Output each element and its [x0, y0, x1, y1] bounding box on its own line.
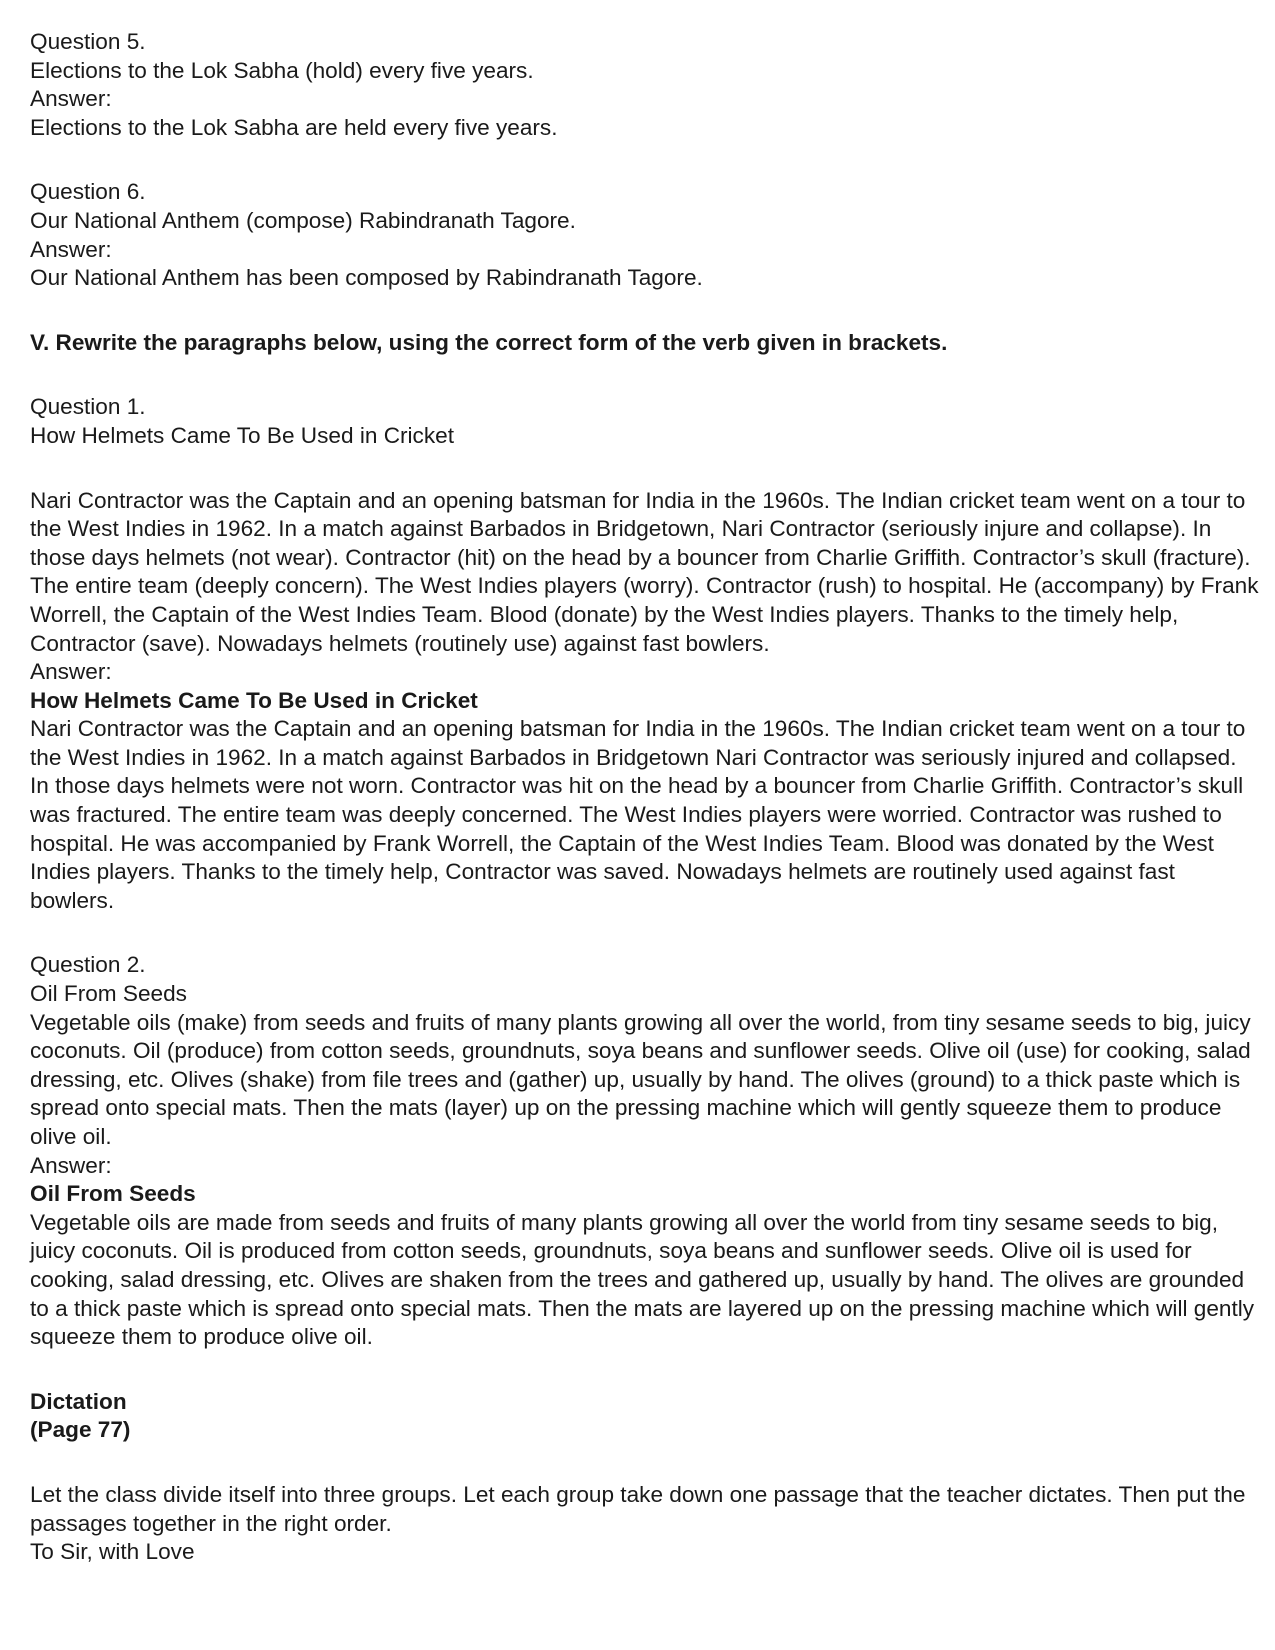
answer-label: Answer: — [30, 1152, 112, 1178]
question-paragraph: Vegetable oils (make) from seeds and fruits of many plants growing all over the world, from tiny sesame seeds to big, juicy coconuts. Oil (produce) from cotton seeds, groundnuts, soya beans and sunflower seeds. Olive oil (use) for cooking, salad dressing, etc. Olives (shake) from file trees and (gather) up, usually by hand. The olives (ground) to a thick paste which is spread onto special mats. Then the mats (layer) up on the pressing machine which will gently squeeze them to produce olive oil. — [30, 1009, 1251, 1149]
spacer — [30, 293, 1245, 329]
spacer — [30, 1352, 1245, 1388]
spacer — [30, 357, 1245, 393]
answer-title: Oil From Seeds — [30, 1181, 196, 1207]
spacer — [30, 142, 1245, 178]
question-label: Question 6. — [30, 179, 146, 205]
answer-label: Answer: — [30, 86, 112, 112]
answer-label: Answer: — [30, 236, 112, 262]
question-paragraph: Nari Contractor was the Captain and an opening batsman for India in the 1960s. The Indian cricket team went on a tour to the West Indies in 1962. In a match against Barbados in Bridgetown, Nari Contractor (seriously injure and collapse). In those days helmets (not wear). Contractor (hit) on the head by a bouncer from Charlie Griffith. Contractor’s skull (fracture). The entire team (deeply concern). The West Indies players (worry). Contractor (rush) to hospital. He (accompany) by Frank Worrell, the Captain of the West Indies Team. Blood (donate) by the West Indies players. Thanks to the timely help, Contractor (save). Nowadays helmets (routinely use) against fast bowlers. — [30, 487, 1259, 656]
question-text: Our National Anthem (compose) Rabindranath Tagore. — [30, 207, 576, 233]
spacer — [30, 915, 1245, 951]
question-title: How Helmets Came To Be Used in Cricket — [30, 422, 454, 448]
answer-paragraph: Nari Contractor was the Captain and an opening batsman for India in the 1960s. The Indian cricket team went on a tour to the West Indies in 1962. In a match against Barbados in Bridgetown Nari Contractor was seriously injured and collapsed. In those days helmets were not worn. Contractor was hit on the head by a bouncer from Charlie Griffith. Contractor’s skull was fractured. The entire team was deeply concerned. The West Indies players were worried. Contractor was rushed to hospital. He was accompanied by Frank Worrell, the Captain of the West Indies Team. Blood was donated by the West Indies players. Thanks to the timely help, Contractor was saved. Nowadays helmets are routinely used against fast bowlers. — [30, 716, 1246, 913]
question-label: Question 2. — [30, 952, 146, 978]
answer-text: Our National Anthem has been composed by Rabindranath Tagore. — [30, 265, 703, 291]
section-heading: V. Rewrite the paragraphs below, using the correct form of the verb given in brackets. — [30, 329, 948, 355]
answer-text: Elections to the Lok Sabha are held every five years. — [30, 114, 558, 140]
passage-title: To Sir, with Love — [30, 1539, 195, 1565]
page-reference: (Page 77) — [30, 1417, 131, 1443]
dictation-heading: Dictation — [30, 1388, 127, 1414]
dictation-instruction: Let the class divide itself into three groups. Let each group take down one passage that the teacher dictates. Then put the passages together in the right order. — [30, 1481, 1246, 1536]
answer-label: Answer: — [30, 659, 112, 685]
answer-paragraph: Vegetable oils are made from seeds and fruits of many plants growing all over the world from tiny sesame seeds to big, juicy coconuts. Oil is produced from cotton seeds, groundnuts, soya beans and sunflower seeds. Olive oil is used for cooking, salad dressing, etc. Olives are shaken from the trees and gathered up, usually by hand. The olives are grounded to a thick paste which is spread onto special mats. Then the mats are layered up on the pressing machine which will gently squeeze them to produce olive oil. — [30, 1209, 1255, 1350]
spacer — [30, 451, 1245, 487]
question-label: Question 1. — [30, 394, 146, 420]
answer-title: How Helmets Came To Be Used in Cricket — [30, 687, 478, 713]
question-label: Question 5. — [30, 29, 146, 54]
question-text: Elections to the Lok Sabha (hold) every five years. — [30, 57, 534, 83]
question-title: Oil From Seeds — [30, 981, 187, 1007]
spacer — [30, 1445, 1245, 1481]
